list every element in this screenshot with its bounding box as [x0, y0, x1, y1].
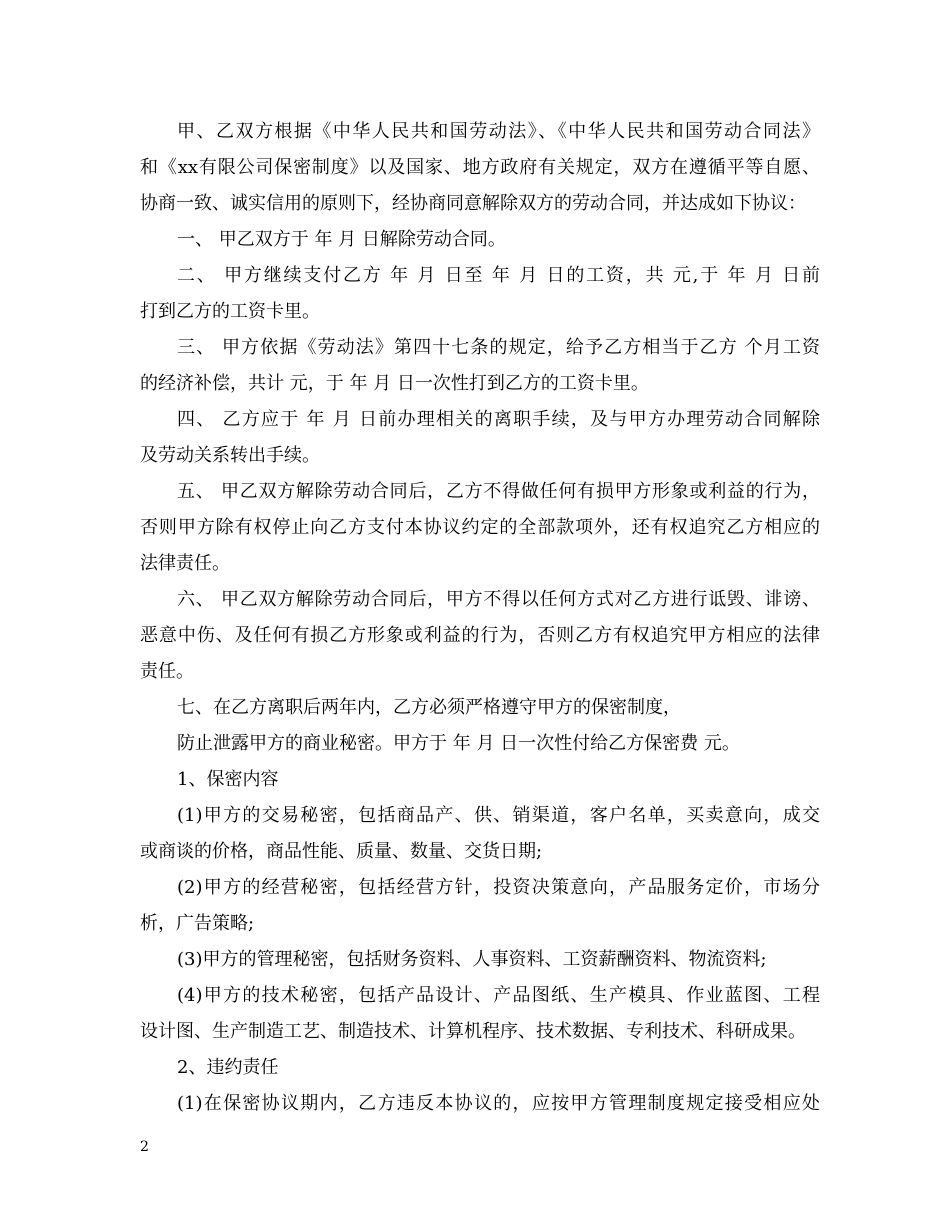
list-item-line: 析，广告策略; [140, 913, 255, 934]
section-heading: 2、违约责任 [177, 1057, 279, 1078]
list-item-line: (4)甲方的技术秘密，包括产品设计、产品图纸、生产模具、作业蓝图、工程 [177, 985, 820, 1006]
paragraph-line: 和《xx有限公司保密制度》以及国家、地方政府有关规定，双方在遵循平等自愿、 [140, 157, 820, 178]
clause-3-line: 三、 甲方依据《劳动法》第四十七条的规定，给予乙方相当于乙方 个月工资 [177, 337, 820, 358]
clause-2-line: 打到乙方的工资卡里。 [140, 301, 320, 322]
list-item-line: 设计图、生产制造工艺、制造技术、计算机程序、技术数据、专利技术、科研成果。 [140, 1021, 806, 1042]
clause-3-line: 的经济补偿，共计 元，于 年 月 日一次性打到乙方的工资卡里。 [140, 373, 649, 394]
clause-6-line: 恶意中伤、及任何有损乙方形象或利益的行为，否则乙方有权追究甲方相应的法律 [140, 625, 820, 646]
list-item-line: (1)甲方的交易秘密，包括商品产、供、销渠道，客户名单，买卖意向，成交 [177, 805, 820, 826]
section-heading: 1、保密内容 [177, 769, 279, 790]
paragraph-line: 协商一致、诚实信用的原则下，经协商同意解除双方的劳动合同，并达成如下协议： [140, 193, 806, 214]
clause-1-line: 一、 甲乙双方于 年 月 日解除劳动合同。 [177, 229, 506, 250]
list-item-line: (3)甲方的管理秘密，包括财务资料、人事资料、工资薪酬资料、物流资料; [177, 949, 767, 970]
clause-5-line: 法律责任。 [140, 553, 230, 574]
clause-2-line: 二、 甲方继续支付乙方 年 月 日至 年 月 日的工资，共 元,于 年 月 日前 [177, 265, 820, 286]
clause-5-line: 否则甲方除有权停止向乙方支付本协议约定的全部款项外，还有权追究乙方相应的 [140, 517, 820, 538]
clause-7-line: 防止泄露甲方的商业秘密。甲方于 年 月 日一次性付给乙方保密费 元。 [177, 733, 740, 754]
paragraph-line: 甲、乙双方根据《中华人民共和国劳动法》、《中华人民共和国劳动合同法》 [177, 121, 820, 142]
page-number: 2 [140, 1139, 149, 1155]
clause-7-line: 七、在乙方离职后两年内，乙方必须严格遵守甲方的保密制度， [177, 697, 681, 718]
clause-6-line: 六、 甲乙双方解除劳动合同后，甲方不得以任何方式对乙方进行诋毁、诽谤、 [177, 589, 820, 610]
clause-5-line: 五、 甲乙双方解除劳动合同后，乙方不得做任何有损甲方形象或利益的行为， [177, 481, 820, 502]
list-item-line: (2)甲方的经营秘密，包括经营方针，投资决策意向，产品服务定价，市场分 [177, 877, 820, 898]
clause-4-line: 及劳动关系转出手续。 [140, 445, 320, 466]
clause-4-line: 四、 乙方应于 年 月 日前办理相关的离职手续，及与甲方办理劳动合同解除 [177, 409, 820, 430]
list-item-line: 或商谈的价格，商品性能、质量、数量、交货日期; [140, 841, 543, 862]
clause-6-line: 责任。 [140, 661, 194, 682]
list-item-line: (1)在保密协议期内，乙方违反本协议的，应按甲方管理制度规定接受相应处 [177, 1093, 820, 1114]
